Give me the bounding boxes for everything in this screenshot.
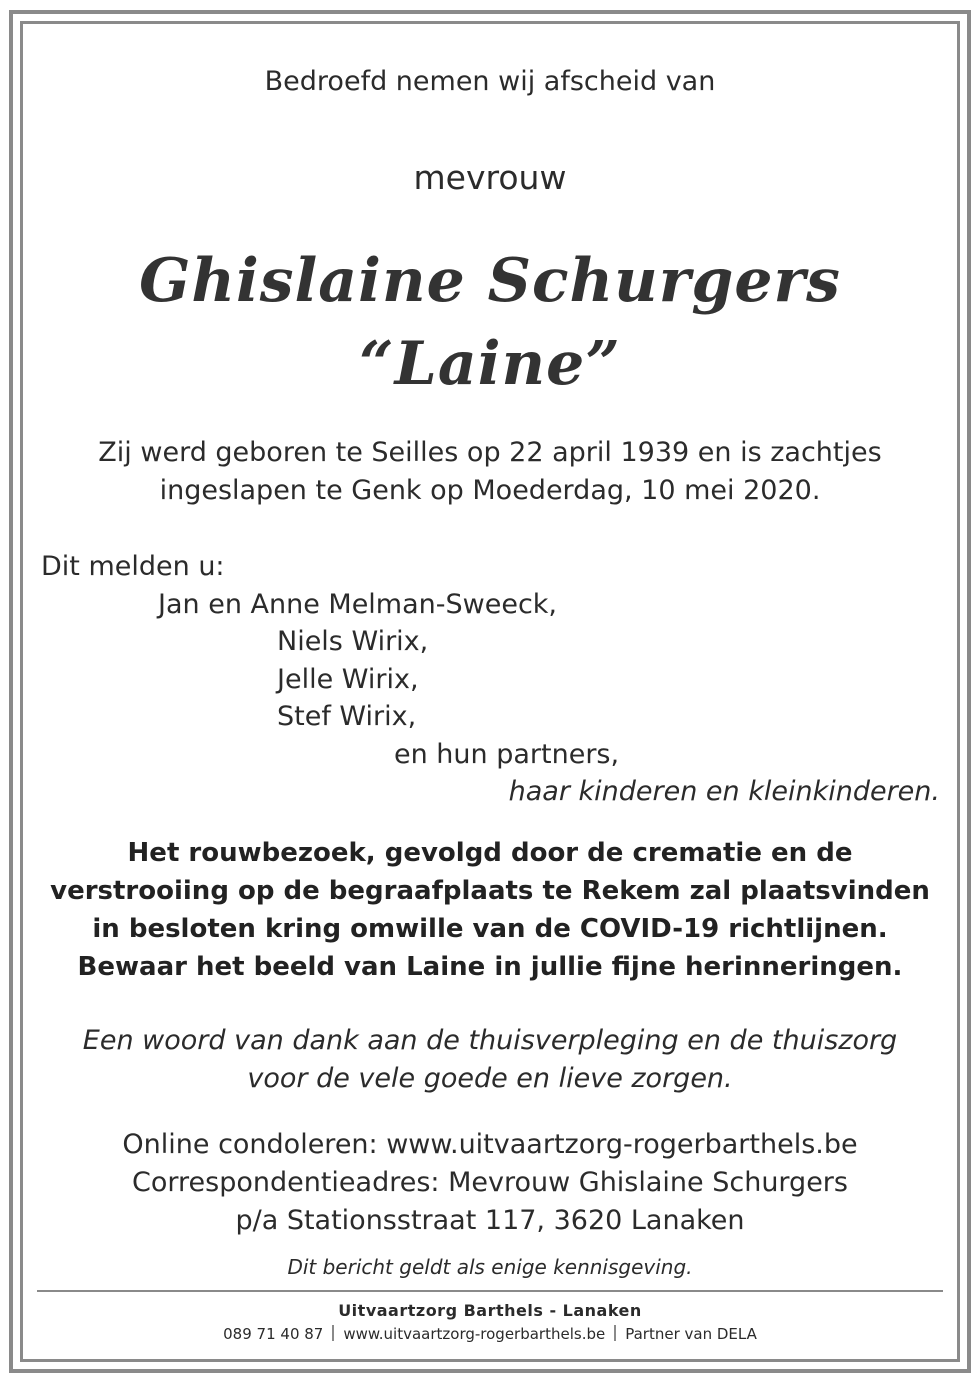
footer-phone: 089 71 40 87 [223, 1325, 324, 1343]
visitation-line: in besloten kring omwille van de COVID-19 richtlijnen. [92, 914, 888, 944]
visitation-line: Het rouwbezoek, gevolgd door de crematie en de [127, 838, 853, 868]
intro-text: Bedroefd nemen wij afscheid van [264, 66, 716, 97]
correspondence-address: Correspondentieadres: Mevrouw Ghislaine Schurgers [132, 1167, 848, 1198]
online-condolences: Online condoleren: www.uitvaartzorg-rogerbarthels.be [122, 1129, 858, 1160]
correspondence-street: p/a Stationsstraat 117, 3620 Lanaken [235, 1205, 745, 1236]
birth-line-1: Zij werd geboren te Seilles op 22 april 1939 en is zachtjes [98, 437, 882, 468]
deceased-nickname: “Laine” [359, 329, 621, 399]
visitation-line: verstrooiing op de begraafplaats te Rekem zal plaatsvinden [50, 876, 930, 906]
visitation-line: Bewaar het beeld van Laine in jullie fijne herinneringen. [77, 952, 903, 982]
announcer-name: Niels Wirix, [277, 626, 429, 657]
announcer-name: Jelle Wirix, [277, 664, 419, 695]
thanks-line: voor de vele goede en lieve zorgen. [247, 1063, 733, 1094]
announcers-intro: Dit melden u: [41, 551, 225, 582]
footer-divider [37, 1290, 943, 1292]
notice-text: Dit bericht geldt als enige kennisgeving. [287, 1255, 693, 1279]
announcers-partners: en hun partners, [394, 739, 620, 770]
footer-partner: Partner van DELA [625, 1325, 757, 1343]
footer-website[interactable]: www.uitvaartzorg-rogerbarthels.be [343, 1325, 606, 1343]
deceased-name: Ghislaine Schurgers [139, 246, 841, 316]
separator [332, 1325, 334, 1341]
footer-contact [0, 1323, 980, 1345]
separator [614, 1325, 616, 1341]
announcers-family: haar kinderen en kleinkinderen. [508, 776, 940, 807]
announcer-name: Stef Wirix, [277, 701, 417, 732]
honorific: mevrouw [413, 158, 567, 197]
birth-line-2: ingeslapen te Genk op Moederdag, 10 mei 2020. [159, 475, 821, 506]
funeral-home-name: Uitvaartzorg Barthels - Lanaken [338, 1301, 642, 1320]
thanks-line: Een woord van dank aan de thuisverpleging en de thuiszorg [82, 1025, 898, 1056]
announcer-name: Jan en Anne Melman-Sweeck, [158, 589, 558, 620]
